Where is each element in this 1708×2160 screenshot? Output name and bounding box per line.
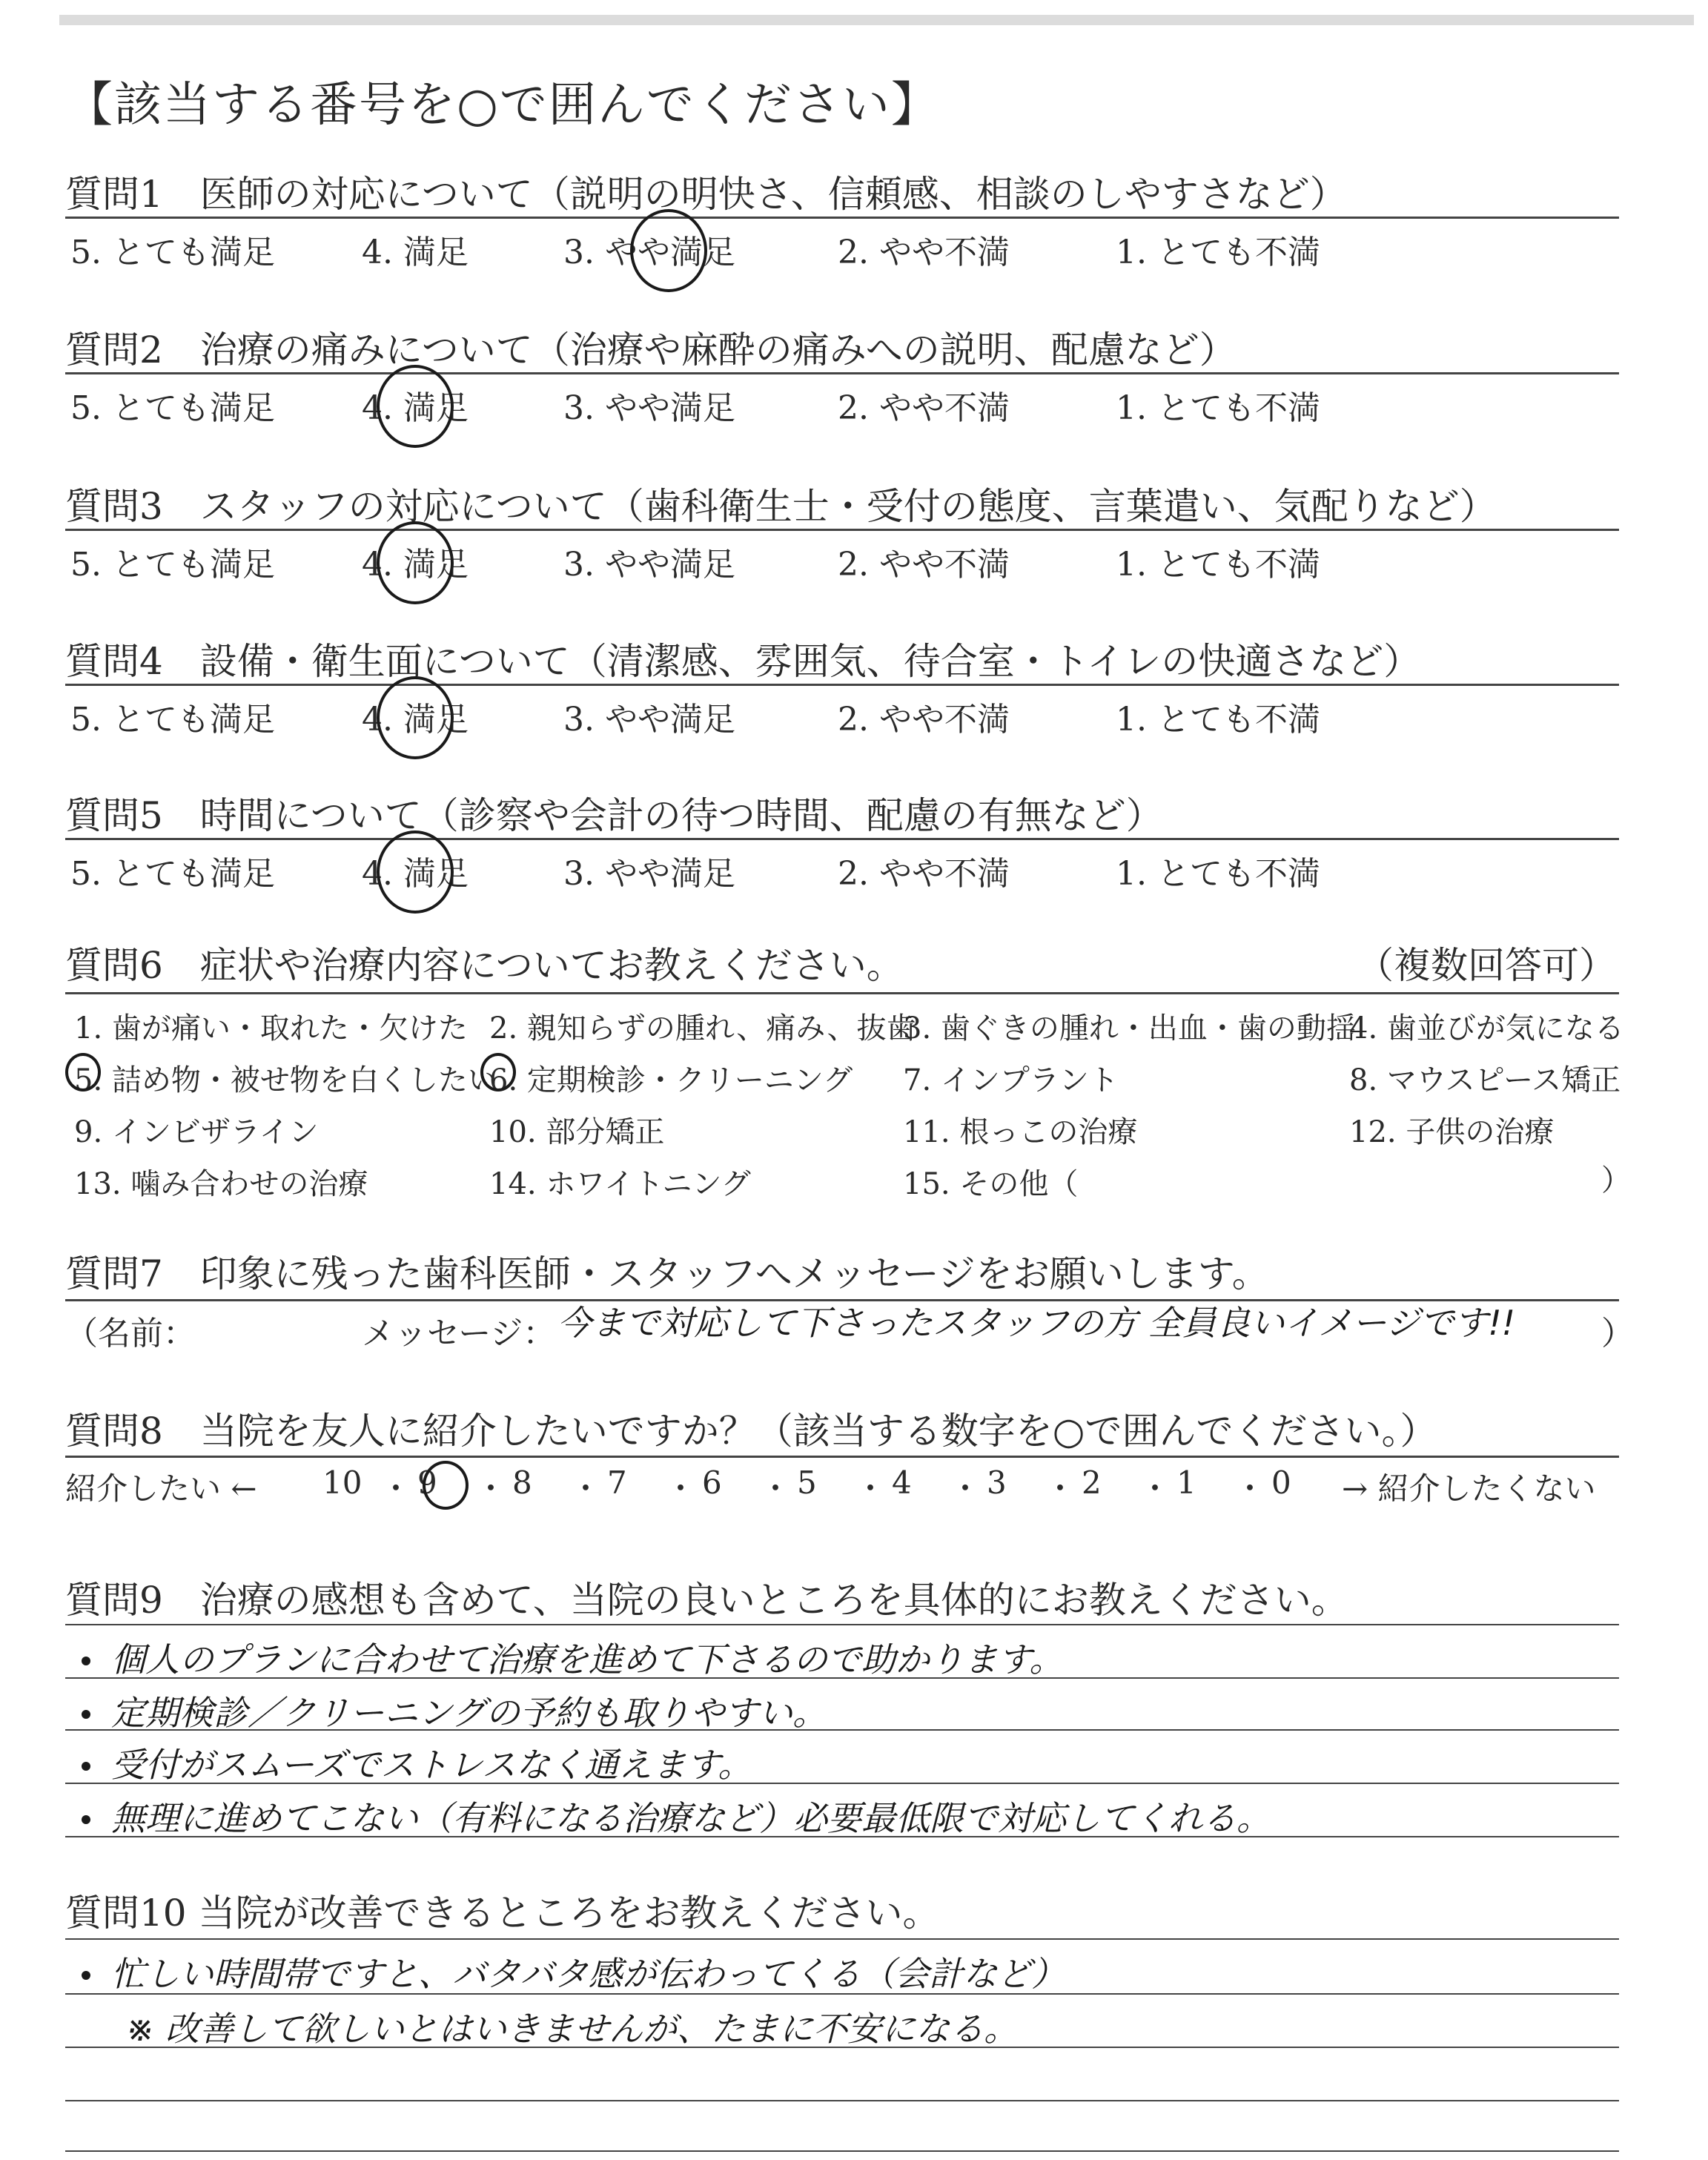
q6-option-8[interactable]: 8. マウスピース矯正 bbox=[1349, 1063, 1621, 1097]
q8-scale-separator: ・ bbox=[380, 1470, 412, 1507]
q6-rule bbox=[65, 992, 1619, 994]
q2-option-3[interactable]: 3. やや満足 bbox=[563, 389, 735, 427]
q2-title: 質問2 治療の痛みについて（治療や麻酔の痛みへの説明、配慮など） bbox=[65, 328, 1237, 371]
bullet-icon bbox=[82, 1971, 90, 1980]
q8-scale-3[interactable]: 3 bbox=[987, 1464, 1007, 1501]
q8-right-label: → 紹介したくない bbox=[1342, 1470, 1596, 1507]
q8-scale-6[interactable]: 6 bbox=[702, 1464, 722, 1501]
q8-scale-7[interactable]: 7 bbox=[607, 1464, 627, 1501]
q8-scale-separator: ・ bbox=[1045, 1470, 1076, 1507]
q9-answer-line bbox=[65, 1624, 1619, 1625]
q10-answer-line bbox=[65, 2150, 1619, 2152]
q3-rule bbox=[65, 529, 1619, 531]
q6-option-7[interactable]: 7. インプラント bbox=[903, 1063, 1119, 1097]
q9-answer: 無理に進めてこない（有料になる治療など）必要最低限で対応してくれる。 bbox=[111, 1798, 1271, 1838]
q8-scale-separator: ・ bbox=[1139, 1470, 1171, 1507]
q8-scale-separator: ・ bbox=[1234, 1470, 1266, 1507]
q10-title: 質問10 当院が改善できるところをお教えください。 bbox=[65, 1892, 940, 1935]
q10-answer-line bbox=[65, 1938, 1619, 1940]
scan-top-edge bbox=[59, 15, 1694, 25]
q5-option-1[interactable]: 1. とても不満 bbox=[1116, 855, 1320, 893]
q2-option-4[interactable]: 4. 満足 bbox=[362, 389, 469, 427]
q2-selection-circle bbox=[377, 365, 454, 448]
q6-option-13[interactable]: 13. 噛み合わせの治療 bbox=[74, 1167, 368, 1201]
q8-scale-4[interactable]: 4 bbox=[892, 1464, 912, 1501]
q6-option-14[interactable]: 14. ホワイトニング bbox=[489, 1167, 751, 1201]
q5-title: 質問5 時間について（診察や会計の待つ時間、配慮の有無など） bbox=[65, 794, 1163, 837]
q9-answer: 受付がスムーズでストレスなく通えます。 bbox=[111, 1745, 752, 1785]
bullet-icon bbox=[82, 1762, 90, 1771]
q3-option-3[interactable]: 3. やや満足 bbox=[563, 546, 735, 584]
q9-title: 質問9 治療の感想も含めて、当院の良いところを具体的にお教えください。 bbox=[65, 1579, 1348, 1622]
q6-selection-circle-6 bbox=[480, 1053, 516, 1091]
q4-option-1[interactable]: 1. とても不満 bbox=[1116, 701, 1320, 739]
q1-rule bbox=[65, 217, 1619, 219]
q5-rule bbox=[65, 838, 1619, 840]
q6-option-11[interactable]: 11. 根っこの治療 bbox=[903, 1115, 1138, 1149]
q4-rule bbox=[65, 684, 1619, 686]
q4-option-2[interactable]: 2. やや不満 bbox=[838, 701, 1010, 739]
q8-scale-separator: ・ bbox=[665, 1470, 697, 1507]
q1-option-4[interactable]: 4. 満足 bbox=[362, 234, 469, 271]
q6-option-1[interactable]: 1. 歯が痛い・取れた・欠けた bbox=[74, 1011, 468, 1046]
q3-selection-circle bbox=[377, 521, 454, 604]
q8-rule bbox=[65, 1456, 1619, 1458]
q7-title: 質問7 印象に残った歯科医師・スタッフへメッセージをお願いします。 bbox=[65, 1252, 1269, 1295]
q2-rule bbox=[65, 372, 1619, 374]
q4-option-3[interactable]: 3. やや満足 bbox=[563, 701, 735, 739]
bullet-icon bbox=[82, 1710, 90, 1719]
q6-option-4[interactable]: 4. 歯並びが気になる bbox=[1349, 1011, 1624, 1046]
q6-option-12[interactable]: 12. 子供の治療 bbox=[1349, 1115, 1555, 1149]
q8-scale-separator: ・ bbox=[570, 1470, 602, 1507]
q5-option-3[interactable]: 3. やや満足 bbox=[563, 855, 735, 893]
q9-answer: 個人のプランに合わせて治療を進めて下さるので助かります。 bbox=[111, 1639, 1064, 1680]
q8-scale-separator: ・ bbox=[950, 1470, 982, 1507]
q3-title: 質問3 スタッフの対応について（歯科衛生士・受付の態度、言葉遣い、気配りなど） bbox=[65, 485, 1497, 528]
q10-answer: 忙しい時間帯ですと、バタバタ感が伝わってくる（会計など） bbox=[111, 1954, 1066, 1994]
q6-title: 質問6 症状や治療内容についてお教えください。 bbox=[65, 944, 904, 987]
q10-answer: ※ 改善して欲しいとはいきませんが、たまに不安になる。 bbox=[126, 2009, 1019, 2049]
q6-note: （複数回答可） bbox=[1357, 944, 1616, 987]
q3-option-4[interactable]: 4. 満足 bbox=[362, 546, 469, 584]
q1-option-3[interactable]: 3. やや満足 bbox=[563, 234, 735, 271]
q8-scale-5[interactable]: 5 bbox=[797, 1464, 817, 1501]
bullet-icon bbox=[82, 1657, 90, 1665]
q8-left-label: 紹介したい ← bbox=[65, 1470, 257, 1507]
q4-option-4[interactable]: 4. 満足 bbox=[362, 701, 469, 739]
q7-message: 今まで対応して下さったスタッフの方 全員良いイメージです!! bbox=[557, 1303, 1516, 1343]
q1-title: 質問1 医師の対応について（説明の明快さ、信頼感、相談のしやすさなど） bbox=[65, 173, 1347, 216]
q8-scale-0[interactable]: 0 bbox=[1271, 1464, 1291, 1501]
q8-scale-separator: ・ bbox=[855, 1470, 887, 1507]
q2-option-1[interactable]: 1. とても不満 bbox=[1116, 389, 1320, 427]
q6-option-3[interactable]: 3. 歯ぐきの腫れ・出血・歯の動揺 bbox=[903, 1011, 1356, 1046]
q1-option-2[interactable]: 2. やや不満 bbox=[838, 234, 1010, 271]
q6-option-15[interactable]: 15. その他（ bbox=[903, 1167, 1079, 1201]
q3-option-2[interactable]: 2. やや不満 bbox=[838, 546, 1010, 584]
q9-answer: 定期検診／クリーニングの予約も取りやすい。 bbox=[111, 1693, 827, 1733]
q8-scale-10[interactable]: 10 bbox=[322, 1464, 363, 1501]
q2-option-5[interactable]: 5. とても満足 bbox=[70, 389, 275, 427]
q6-option-2[interactable]: 2. 親知らずの腫れ、痛み、抜歯 bbox=[489, 1011, 916, 1046]
bullet-icon bbox=[82, 1815, 90, 1824]
q5-option-2[interactable]: 2. やや不満 bbox=[838, 855, 1010, 893]
q1-option-1[interactable]: 1. とても不満 bbox=[1116, 234, 1320, 271]
q2-option-2[interactable]: 2. やや不満 bbox=[838, 389, 1010, 427]
q3-option-1[interactable]: 1. とても不満 bbox=[1116, 546, 1320, 584]
q10-answer-line bbox=[65, 2100, 1619, 2101]
q8-scale-8[interactable]: 8 bbox=[512, 1464, 532, 1501]
q8-scale-2[interactable]: 2 bbox=[1082, 1464, 1102, 1501]
q7-name-label: （名前： bbox=[65, 1315, 196, 1353]
q8-scale-separator: ・ bbox=[760, 1470, 792, 1507]
q6-selection-circle-5 bbox=[65, 1053, 101, 1091]
q5-option-4[interactable]: 4. 満足 bbox=[362, 855, 469, 893]
q8-title: 質問8 当院を友人に紹介したいですか？（該当する数字を○で囲んでください。） bbox=[65, 1410, 1437, 1453]
q3-option-5[interactable]: 5. とても満足 bbox=[70, 546, 275, 584]
page-heading: 【該当する番号を○で囲んでください】 bbox=[65, 78, 940, 133]
q4-option-5[interactable]: 5. とても満足 bbox=[70, 701, 275, 739]
q5-selection-circle bbox=[377, 830, 454, 914]
q6-close-paren: ） bbox=[1601, 1163, 1631, 1198]
q8-selection-circle bbox=[423, 1461, 469, 1510]
q6-option-10[interactable]: 10. 部分矯正 bbox=[489, 1115, 665, 1149]
q6-option-6[interactable]: 6. 定期検診・クリーニング bbox=[489, 1063, 853, 1097]
q7-close-paren: ） bbox=[1601, 1315, 1634, 1353]
q5-option-5[interactable]: 5. とても満足 bbox=[70, 855, 275, 893]
q1-selection-circle bbox=[630, 209, 707, 292]
q4-selection-circle bbox=[377, 676, 454, 759]
q7-message-label: メッセージ： bbox=[362, 1315, 556, 1353]
q4-title: 質問4 設備・衛生面について（清潔感、雰囲気、待合室・トイレの快適さなど） bbox=[65, 640, 1421, 683]
q6-option-9[interactable]: 9. インビザライン bbox=[74, 1115, 319, 1149]
q8-scale-1[interactable]: 1 bbox=[1176, 1464, 1196, 1501]
q8-scale-separator: ・ bbox=[475, 1470, 507, 1507]
q1-option-5[interactable]: 5. とても満足 bbox=[70, 234, 275, 271]
q6-option-5[interactable]: 5. 詰め物・被せ物を白くしたい bbox=[74, 1063, 497, 1097]
q8-scale-9[interactable]: 9 bbox=[417, 1464, 437, 1501]
